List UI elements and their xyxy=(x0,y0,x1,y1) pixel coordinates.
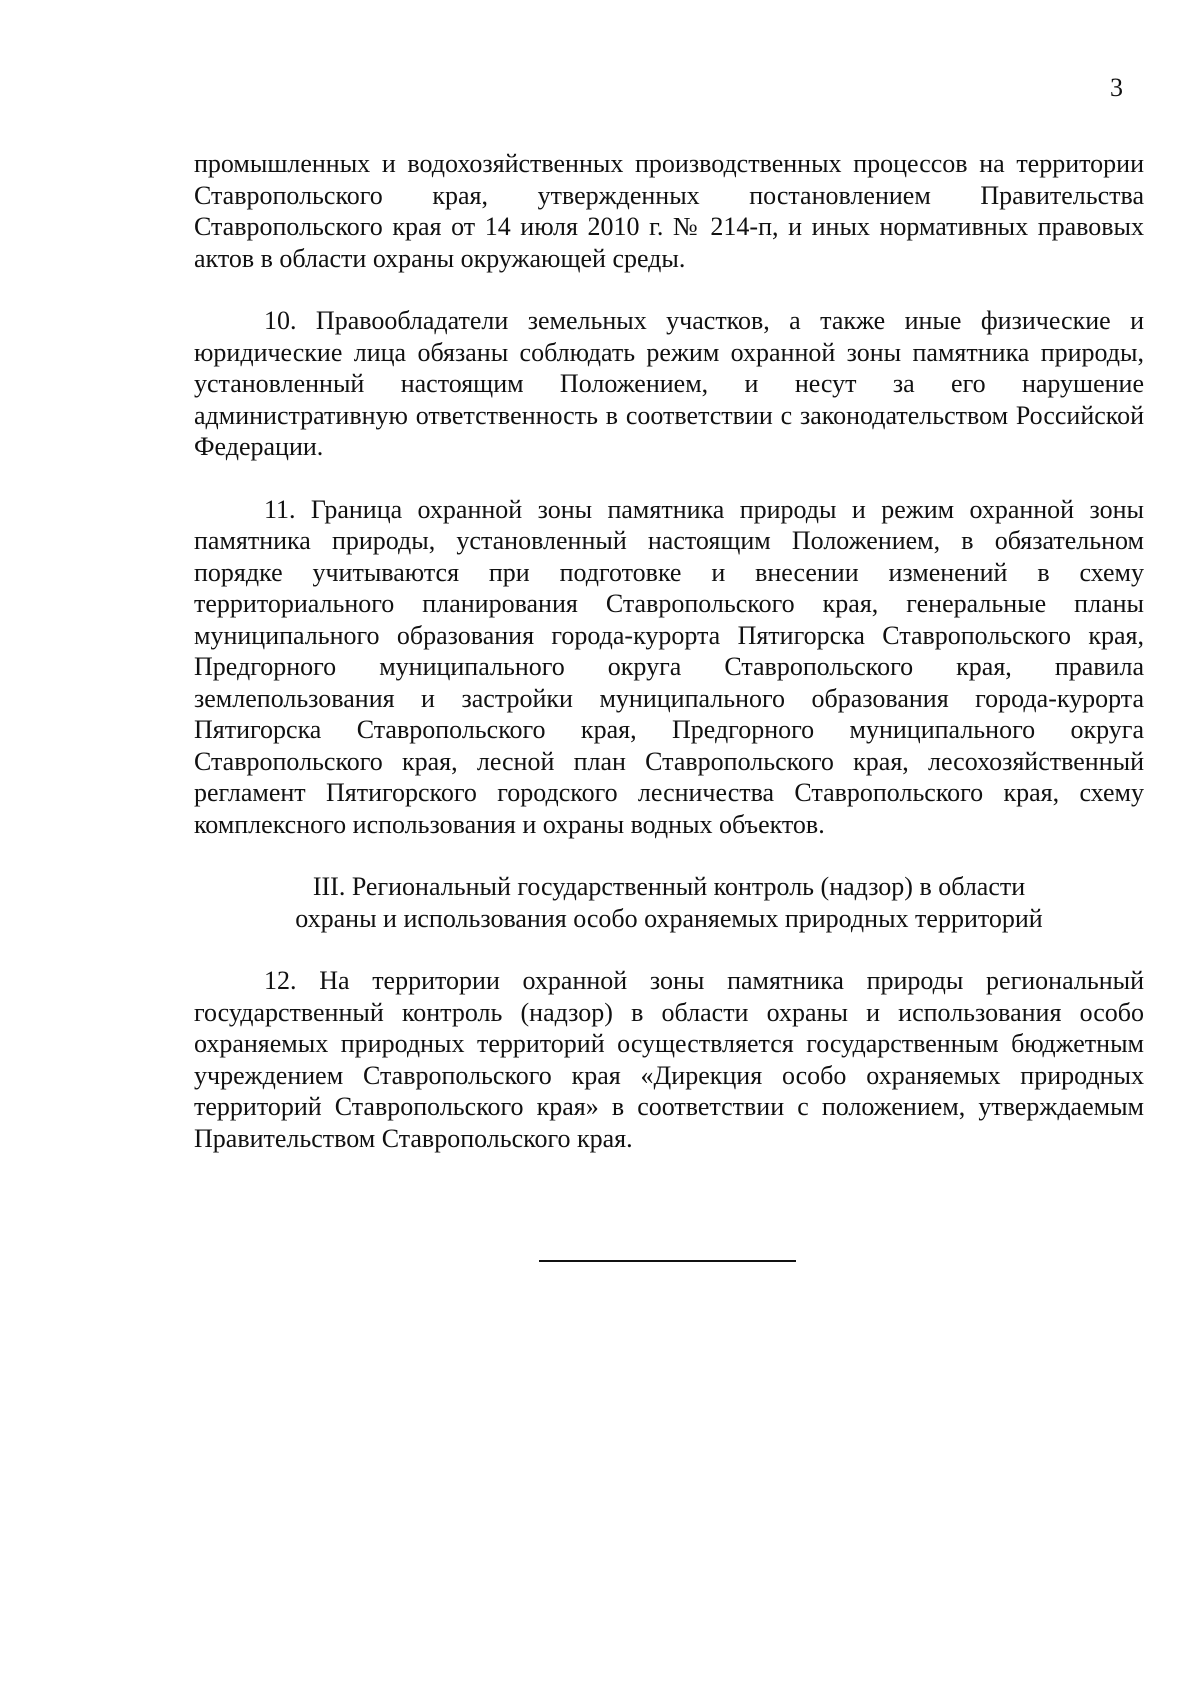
paragraph-gap xyxy=(194,934,1144,965)
document-body xyxy=(194,148,1144,1154)
page-number: 3 xyxy=(1110,73,1123,102)
paragraph-12: 12. На территории охранной зоны памятника природы региональный государственный контроль (надзор) в области охраны и использования особо охраняемых природных территорий осуществляется государственным бюджетным учреждением Ставропольского края «Дирекция особо охраняемых природных территорий Ставропольского края» в соответствии с положением, утверждаемым Правительством Ставропольского края. xyxy=(194,966,1144,1153)
intro-paragraph: промышленных и водохозяйственных производственных процессов на территории Ставропольского края, утвержденных постановлением Правительства Ставропольского края от 14 июля 2010 г. № 214-п, и иных нормативных правовых актов в области охраны окружающей среды. xyxy=(194,149,1144,273)
end-rule xyxy=(539,1260,796,1262)
paragraph-gap xyxy=(194,463,1144,494)
section-heading-line-1: III. Региональный государственный контроль (надзор) в области xyxy=(312,872,1026,901)
paragraph-10: 10. Правообладатели земельных участков, а также иные физические и юридические лица обязаны соблюдать режим охранной зоны памятника природы, установленный настоящим Положением, и несут за его нарушение административную ответственность в соответствии с законодательством Российской Федерации. xyxy=(194,306,1144,461)
paragraph-11: 11. Граница охранной зоны памятника природы и режим охранной зоны памятника природы, установленный настоящим Положением, в обязательном порядке учитываются при подготовке и внесении изменений в схему территориального планирования Ставропольского края, генеральные планы муниципального образования города-курорта Пятигорска Ставропольского края, Предгорного муниципального округа Ставропольского края, правила землепользования и застройки муниципального образования города-курорта Пятигорска Ставропольского края, Предгорного муниципального округа Ставропольского края, лесной план Ставропольского края, лесохозяйственный регламент Пятигорского городского лесничества Ставропольского края, схему комплексного использования и охраны водных объектов. xyxy=(194,494,1144,839)
paragraph-gap xyxy=(194,840,1144,871)
section-heading xyxy=(194,871,1144,934)
paragraph-gap xyxy=(194,274,1144,305)
section-heading-line-2: охраны и использования особо охраняемых природных территорий xyxy=(295,903,1043,933)
